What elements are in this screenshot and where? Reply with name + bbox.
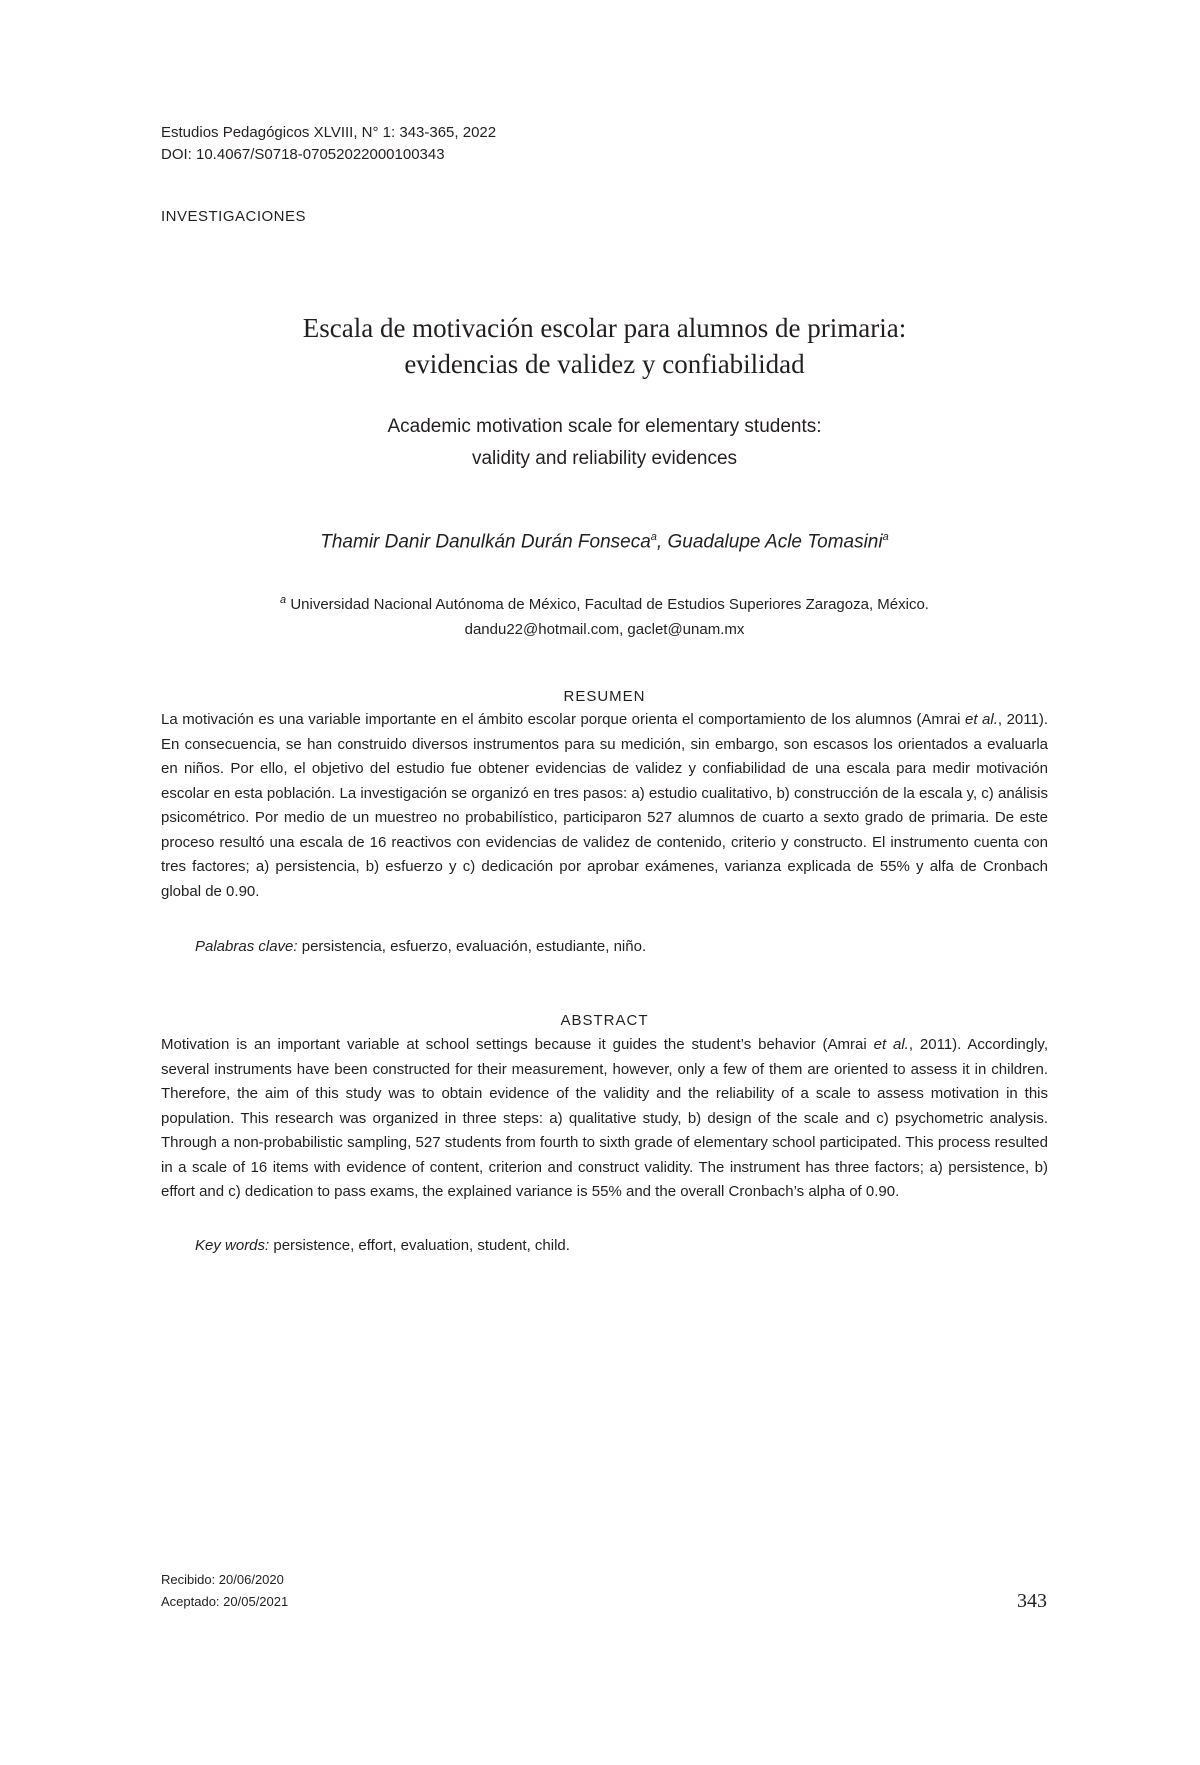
title-spanish [161, 310, 1048, 382]
accepted-date: Aceptado: 20/05/2021 [161, 1594, 289, 1609]
received-date: Recibido: 20/06/2020 [161, 1572, 284, 1587]
author-separator: , [656, 531, 668, 553]
abstract-keywords [161, 1237, 1048, 1254]
title-english-line-2: validity and reliability evidences [471, 448, 738, 469]
resumen-heading: RESUMEN [563, 688, 646, 705]
affiliation [161, 588, 1048, 642]
resumen-keywords [161, 938, 1048, 955]
author-1-affiliation-mark: a [650, 531, 657, 543]
author-list [161, 531, 1048, 553]
title-spanish-line-1: Escala de motivación escolar para alumnos de primaria: [302, 313, 907, 343]
doi: DOI: 10.4067/S0718-07052022000100343 [161, 146, 445, 163]
resumen-keywords-list: persistencia, esfuerzo, evaluación, estudiante, niño. [297, 938, 647, 955]
title-english-line-1: Academic motivation scale for elementary students: [387, 416, 822, 437]
resumen-text-1: La motivación es una variable importante en el ámbito escolar porque orienta el comportamiento de los alumnos (Amrai [161, 711, 966, 728]
resumen-keywords-label: Palabras clave: [195, 938, 298, 955]
author-2-affiliation-mark: a [882, 531, 889, 543]
affiliation-mark: a [280, 594, 287, 606]
page-number: 343 [1017, 1590, 1047, 1612]
affiliation-institution: Universidad Nacional Autónoma de México, Facultad de Estudios Superiores Zaragoza, México. [290, 596, 929, 613]
abstract-keywords-list: persistence, effort, evaluation, student, child. [269, 1237, 570, 1254]
author-2: Guadalupe Acle Tomasini [667, 531, 883, 553]
author-1: Thamir Danir Danulkán Durán Fonseca [320, 531, 651, 553]
affiliation-institution-line [161, 588, 1048, 617]
resumen-et-al: et al. [965, 711, 998, 728]
journal-citation: Estudios Pedagógicos XLVIII, N° 1: 343-365, 2022 [161, 124, 497, 141]
abstract-text-1: Motivation is an important variable at school settings because it guides the student’s behavior (Amrai [161, 1036, 874, 1053]
abstract-keywords-label: Key words: [195, 1237, 270, 1254]
abstract-heading: ABSTRACT [560, 1012, 649, 1029]
resumen-body [161, 708, 1048, 904]
resumen-text-2: , 2011). En consecuencia, se han construido diversos instrumentos para su medición, sin embargo, son escasos los orientados a evaluarla en niños. Por ello, el objetivo del estudio fue obtener evidencias de validez y confiabilidad de una escala para medir motivación escolar en esta población. La investigación se organizó en tres pasos: a) estudio cualitativo, b) construcción de la escala y, c) análisis psicométrico. Por medio de un muestreo no probabilístico, participaron 527 alumnos de cuarto a sexto grado de primaria. De este proceso resultó una escala de 16 reactivos con evidencias de validez de contenido, criterio y constructo. El instrumento cuenta con tres factores; a) persistencia, b) esfuerzo y c) dedicación por aprobar exámenes, varianza explicada de 55% y alfa de Cronbach global de 0.90. [161, 711, 1048, 900]
journal-header [161, 122, 496, 166]
title-english [161, 411, 1048, 475]
submission-dates [161, 1569, 288, 1613]
abstract-text-2: , 2011). Accordingly, several instruments have been constructed for their measurement, however, only a few of them are oriented to assess it in children. Therefore, the aim of this study was to obtain evidence of the validity and the reliability of a scale to assess motivation in this population. This research was organized in three steps: a) qualitative study, b) design of the scale and c) psychometric analysis. Through a non-probabilistic sampling, 527 students from fourth to sixth grade of elementary school participated. This process resulted in a scale of 16 items with evidence of content, criterion and construct validity. The instrument has three factors; a) persistence, b) effort and c) dedication to pass exams, the explained variance is 55% and the overall Cronbach’s alpha of 0.90. [161, 1036, 1048, 1200]
section-label: INVESTIGACIONES [161, 208, 307, 225]
abstract-et-al: et al. [873, 1036, 909, 1053]
title-spanish-line-2: evidencias de validez y confiabilidad [404, 349, 805, 379]
author-emails: dandu22@hotmail.com, gaclet@unam.mx [464, 621, 745, 638]
abstract-body [161, 1033, 1048, 1205]
